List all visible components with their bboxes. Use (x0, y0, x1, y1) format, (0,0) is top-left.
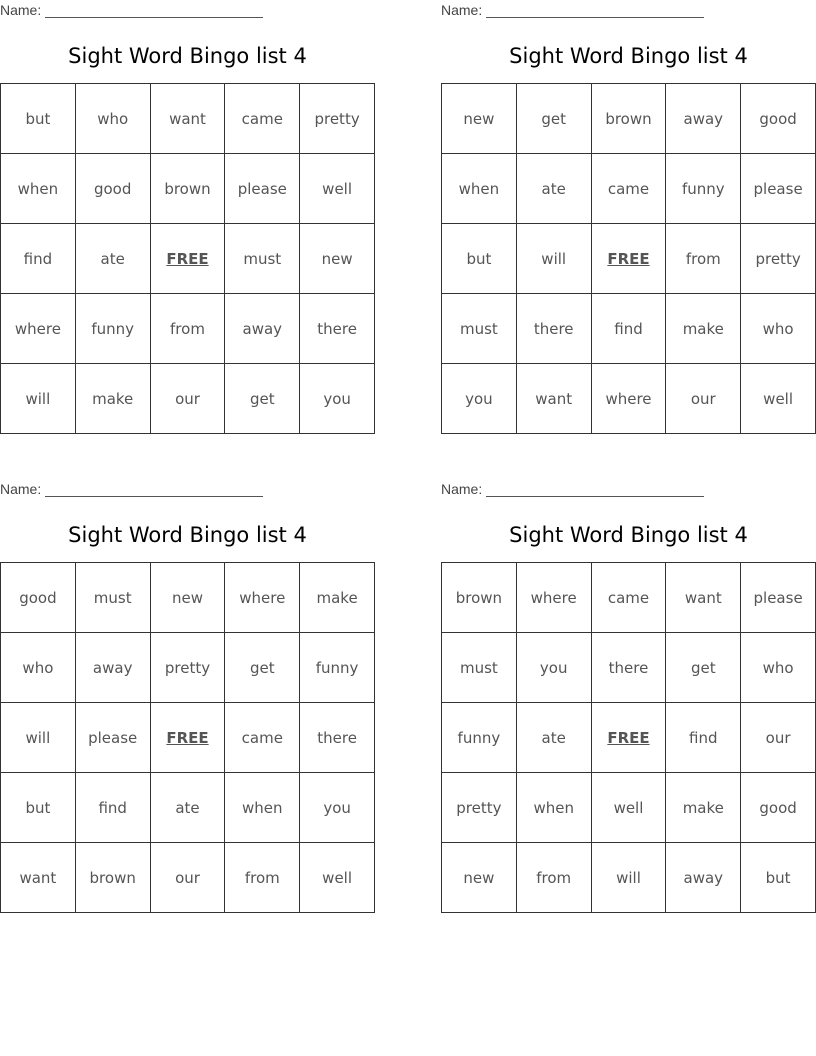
card-title: Sight Word Bingo list 4 (68, 523, 307, 547)
bingo-row (1, 294, 375, 364)
card-title: Sight Word Bingo list 4 (509, 523, 748, 547)
bingo-cell: where (591, 364, 666, 434)
bingo-cell: away (666, 84, 741, 154)
bingo-cell: pretty (150, 633, 225, 703)
name-label: Name: (0, 481, 42, 497)
bingo-cell: funny (666, 154, 741, 224)
bingo-cell: well (300, 154, 375, 224)
bingo-cell: get (666, 633, 741, 703)
bingo-row (1, 224, 375, 294)
bingo-cell: pretty (300, 84, 375, 154)
name-write-line (486, 496, 704, 497)
bingo-cell: pretty (741, 224, 816, 294)
bingo-row (442, 84, 816, 154)
bingo-cell: must (442, 633, 517, 703)
card-title: Sight Word Bingo list 4 (68, 44, 307, 68)
bingo-cell: good (1, 563, 76, 633)
bingo-row (1, 563, 375, 633)
bingo-row (1, 703, 375, 773)
bingo-cell: well (300, 843, 375, 913)
bingo-cell: there (516, 294, 591, 364)
bingo-row (442, 843, 816, 913)
bingo-row (1, 154, 375, 224)
bingo-cell: find (1, 224, 76, 294)
bingo-cell: our (741, 703, 816, 773)
bingo-cell: when (225, 773, 300, 843)
free-space: FREE (150, 224, 225, 294)
bingo-cell: new (150, 563, 225, 633)
bingo-grid (0, 83, 375, 434)
bingo-cell: good (75, 154, 150, 224)
bingo-row (1, 84, 375, 154)
bingo-row (1, 773, 375, 843)
bingo-row (442, 154, 816, 224)
bingo-row (442, 364, 816, 434)
bingo-cell: away (225, 294, 300, 364)
bingo-cell: new (442, 84, 517, 154)
name-label: Name: (441, 481, 483, 497)
bingo-cell: ate (75, 224, 150, 294)
bingo-cell: want (1, 843, 76, 913)
bingo-cell: make (300, 563, 375, 633)
name-write-line (486, 17, 704, 18)
bingo-cell: ate (516, 154, 591, 224)
bingo-cell: want (666, 563, 741, 633)
bingo-cell: find (591, 294, 666, 364)
bingo-cell: where (1, 294, 76, 364)
name-label: Name: (0, 2, 42, 18)
name-field (441, 0, 704, 20)
name-field (0, 0, 263, 20)
bingo-cell: good (741, 773, 816, 843)
bingo-row (442, 294, 816, 364)
bingo-cell: ate (516, 703, 591, 773)
bingo-cell: but (1, 773, 76, 843)
bingo-cell: from (150, 294, 225, 364)
bingo-cell: there (591, 633, 666, 703)
bingo-cell: new (300, 224, 375, 294)
bingo-cell: from (225, 843, 300, 913)
bingo-row (442, 703, 816, 773)
name-write-line (45, 17, 263, 18)
bingo-cell: came (225, 703, 300, 773)
bingo-cell: brown (75, 843, 150, 913)
bingo-cell: will (1, 703, 76, 773)
bingo-cell: you (300, 364, 375, 434)
name-write-line (45, 496, 263, 497)
bingo-cell: well (741, 364, 816, 434)
bingo-cell: there (300, 703, 375, 773)
bingo-cell: please (741, 563, 816, 633)
bingo-cell: when (516, 773, 591, 843)
bingo-cell: who (741, 633, 816, 703)
bingo-cell: find (666, 703, 741, 773)
bingo-cell: you (300, 773, 375, 843)
bingo-row (1, 364, 375, 434)
bingo-cell: new (442, 843, 517, 913)
bingo-cell: away (666, 843, 741, 913)
bingo-cell: but (442, 224, 517, 294)
bingo-cell: but (741, 843, 816, 913)
bingo-cell: who (1, 633, 76, 703)
bingo-cell: get (516, 84, 591, 154)
bingo-cell: brown (591, 84, 666, 154)
bingo-cell: away (75, 633, 150, 703)
free-space: FREE (591, 224, 666, 294)
bingo-cell: want (150, 84, 225, 154)
bingo-cell: our (150, 364, 225, 434)
bingo-cell: funny (75, 294, 150, 364)
bingo-cell: from (516, 843, 591, 913)
bingo-cell: will (591, 843, 666, 913)
bingo-cell: when (1, 154, 76, 224)
bingo-cell: brown (442, 563, 517, 633)
bingo-cell: our (666, 364, 741, 434)
name-field (441, 479, 704, 499)
bingo-cell: brown (150, 154, 225, 224)
bingo-cell: when (442, 154, 517, 224)
card-title: Sight Word Bingo list 4 (509, 44, 748, 68)
bingo-grid (441, 83, 816, 434)
bingo-cell: get (225, 633, 300, 703)
bingo-cell: who (75, 84, 150, 154)
bingo-cell: where (225, 563, 300, 633)
bingo-cell: must (75, 563, 150, 633)
bingo-cell: get (225, 364, 300, 434)
bingo-cell: make (75, 364, 150, 434)
name-label: Name: (441, 2, 483, 18)
bingo-cell: make (666, 294, 741, 364)
bingo-cell: came (591, 563, 666, 633)
bingo-cell: will (516, 224, 591, 294)
bingo-cell: from (666, 224, 741, 294)
bingo-cell: funny (300, 633, 375, 703)
bingo-cell: our (150, 843, 225, 913)
bingo-grid (0, 562, 375, 913)
bingo-cell: there (300, 294, 375, 364)
bingo-cell: must (225, 224, 300, 294)
bingo-cell: good (741, 84, 816, 154)
bingo-row (442, 224, 816, 294)
bingo-cell: you (442, 364, 517, 434)
bingo-cell: well (591, 773, 666, 843)
bingo-row (1, 843, 375, 913)
bingo-cell: make (666, 773, 741, 843)
bingo-row (442, 633, 816, 703)
bingo-grid (441, 562, 816, 913)
bingo-cell: want (516, 364, 591, 434)
bingo-row (1, 633, 375, 703)
bingo-cell: must (442, 294, 517, 364)
bingo-cell: please (225, 154, 300, 224)
bingo-cell: pretty (442, 773, 517, 843)
bingo-cell: find (75, 773, 150, 843)
bingo-cell: funny (442, 703, 517, 773)
bingo-row (442, 563, 816, 633)
bingo-row (442, 773, 816, 843)
free-space: FREE (591, 703, 666, 773)
bingo-cell: where (516, 563, 591, 633)
bingo-cell: who (741, 294, 816, 364)
bingo-cell: came (591, 154, 666, 224)
bingo-cell: will (1, 364, 76, 434)
name-field (0, 479, 263, 499)
bingo-cell: ate (150, 773, 225, 843)
free-space: FREE (150, 703, 225, 773)
bingo-cell: please (75, 703, 150, 773)
bingo-cell: came (225, 84, 300, 154)
bingo-cell: but (1, 84, 76, 154)
bingo-cell: you (516, 633, 591, 703)
bingo-cell: please (741, 154, 816, 224)
